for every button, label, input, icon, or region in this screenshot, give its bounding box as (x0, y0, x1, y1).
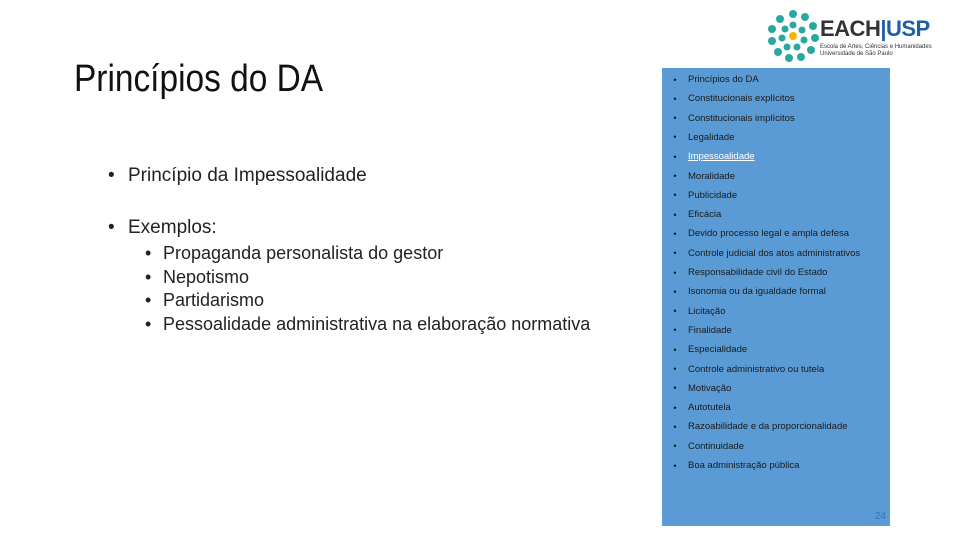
sidebar-item-label: Isonomia ou da igualdade formal (688, 286, 826, 298)
sidebar-item[interactable] (662, 147, 755, 166)
list-item: • Partidarismo (145, 290, 265, 310)
sidebar-item-label: Especialidade (688, 344, 748, 356)
sidebar-item (662, 89, 795, 108)
sidebar-item-label: Constitucionais explícitos (688, 93, 795, 105)
sidebar-item (662, 360, 824, 379)
flower-logo-icon (765, 8, 821, 64)
bullet-dot: • (673, 421, 677, 432)
bullet-dot: • (673, 267, 677, 278)
bullet-examples-label: Exemplos: (128, 217, 217, 238)
bullet-dot: • (673, 171, 677, 181)
sidebar-item-label: Boa administração pública (688, 460, 800, 471)
bullet-dot: • (108, 217, 115, 238)
list-item: • Propaganda personalista do gestor (145, 243, 444, 263)
bullet-principle (108, 165, 367, 187)
sidebar-item (662, 186, 737, 205)
sidebar-item-label: Constitucionais implícitos (688, 112, 795, 124)
bullet-dot: • (673, 248, 677, 259)
sidebar-item (662, 205, 721, 224)
sidebar-item (662, 282, 826, 301)
sidebar-item (662, 340, 747, 359)
sidebar-item (662, 302, 726, 321)
sidebar-item-label: Finalidade (688, 324, 732, 336)
bullet-dot: • (673, 383, 677, 394)
sidebar-item (662, 167, 735, 186)
sidebar-item (662, 437, 744, 456)
sidebar-item-label: Autotutela (688, 402, 731, 414)
sidebar-item-label: Legalidade (688, 131, 735, 143)
sidebar-item (662, 456, 799, 475)
page-title: Princípios do DA (74, 58, 324, 100)
sidebar-item-label: Publicidade (688, 189, 738, 201)
bullet-dot: • (673, 460, 677, 471)
bullet-dot: • (673, 441, 677, 452)
sidebar-item (662, 224, 849, 243)
bullet-examples (108, 217, 217, 239)
sidebar-item-label: Impessoalidade (688, 151, 755, 163)
bullet-dot: • (673, 209, 677, 220)
sidebar-item (662, 417, 848, 436)
bullet-dot: • (108, 165, 115, 186)
bullet-dot: • (673, 151, 677, 162)
bullet-dot: • (673, 402, 677, 413)
sidebar-item (662, 379, 731, 398)
sidebar-item-label: Motivação (688, 382, 732, 394)
sidebar-item (662, 263, 827, 282)
sidebar-item-label: Controle administrativo ou tutela (688, 363, 825, 375)
examples-list (145, 242, 590, 336)
page-number: 24 (874, 511, 886, 522)
sidebar-item-label: Moralidade (688, 170, 735, 182)
bullet-dot: • (673, 228, 677, 239)
topics-sidebar (662, 68, 890, 526)
logo-subtitle: Escola de Artes, Ciências e Humanidades Universidade de São Paulo (820, 44, 932, 57)
sidebar-item (662, 128, 735, 147)
sidebar-item-label: Devido processo legal e ampla defesa (688, 228, 850, 240)
sidebar-item-label: Continuidade (688, 440, 744, 452)
bullet-dot: • (673, 306, 677, 317)
sidebar-item (662, 70, 759, 89)
sidebar-item-label: Eficácia (688, 209, 722, 221)
bullet-dot: • (673, 190, 677, 201)
sidebar-item-label: Controle judicial dos atos administrativos (688, 247, 861, 259)
bullet-dot: • (673, 132, 677, 143)
sidebar-item-label: Responsabilidade civil do Estado (688, 267, 828, 278)
sidebar-item (662, 321, 732, 340)
sidebar-item (662, 244, 860, 263)
bullet-dot: • (673, 93, 677, 104)
logo-wordmark: EACH|USP (820, 16, 930, 41)
sidebar-item-label: Princípios do DA (688, 74, 759, 85)
bullet-dot: • (673, 325, 677, 336)
bullet-dot: • (673, 364, 677, 374)
sidebar-item-label: Razoabilidade e da proporcionalidade (688, 421, 848, 433)
sidebar-item (662, 398, 731, 417)
list-item: • Nepotismo (145, 266, 250, 287)
bullet-dot: • (673, 344, 677, 355)
bullet-dot: • (673, 286, 677, 297)
bullet-dot: • (673, 113, 677, 124)
sidebar-item (662, 109, 795, 128)
sidebar-item-label: Licitação (688, 305, 726, 317)
list-item: • Pessoalidade administrativa na elaboração normativa (145, 313, 591, 334)
bullet-principle-label: Princípio da Impessoalidade (128, 165, 367, 186)
bullet-dot: • (673, 74, 677, 85)
